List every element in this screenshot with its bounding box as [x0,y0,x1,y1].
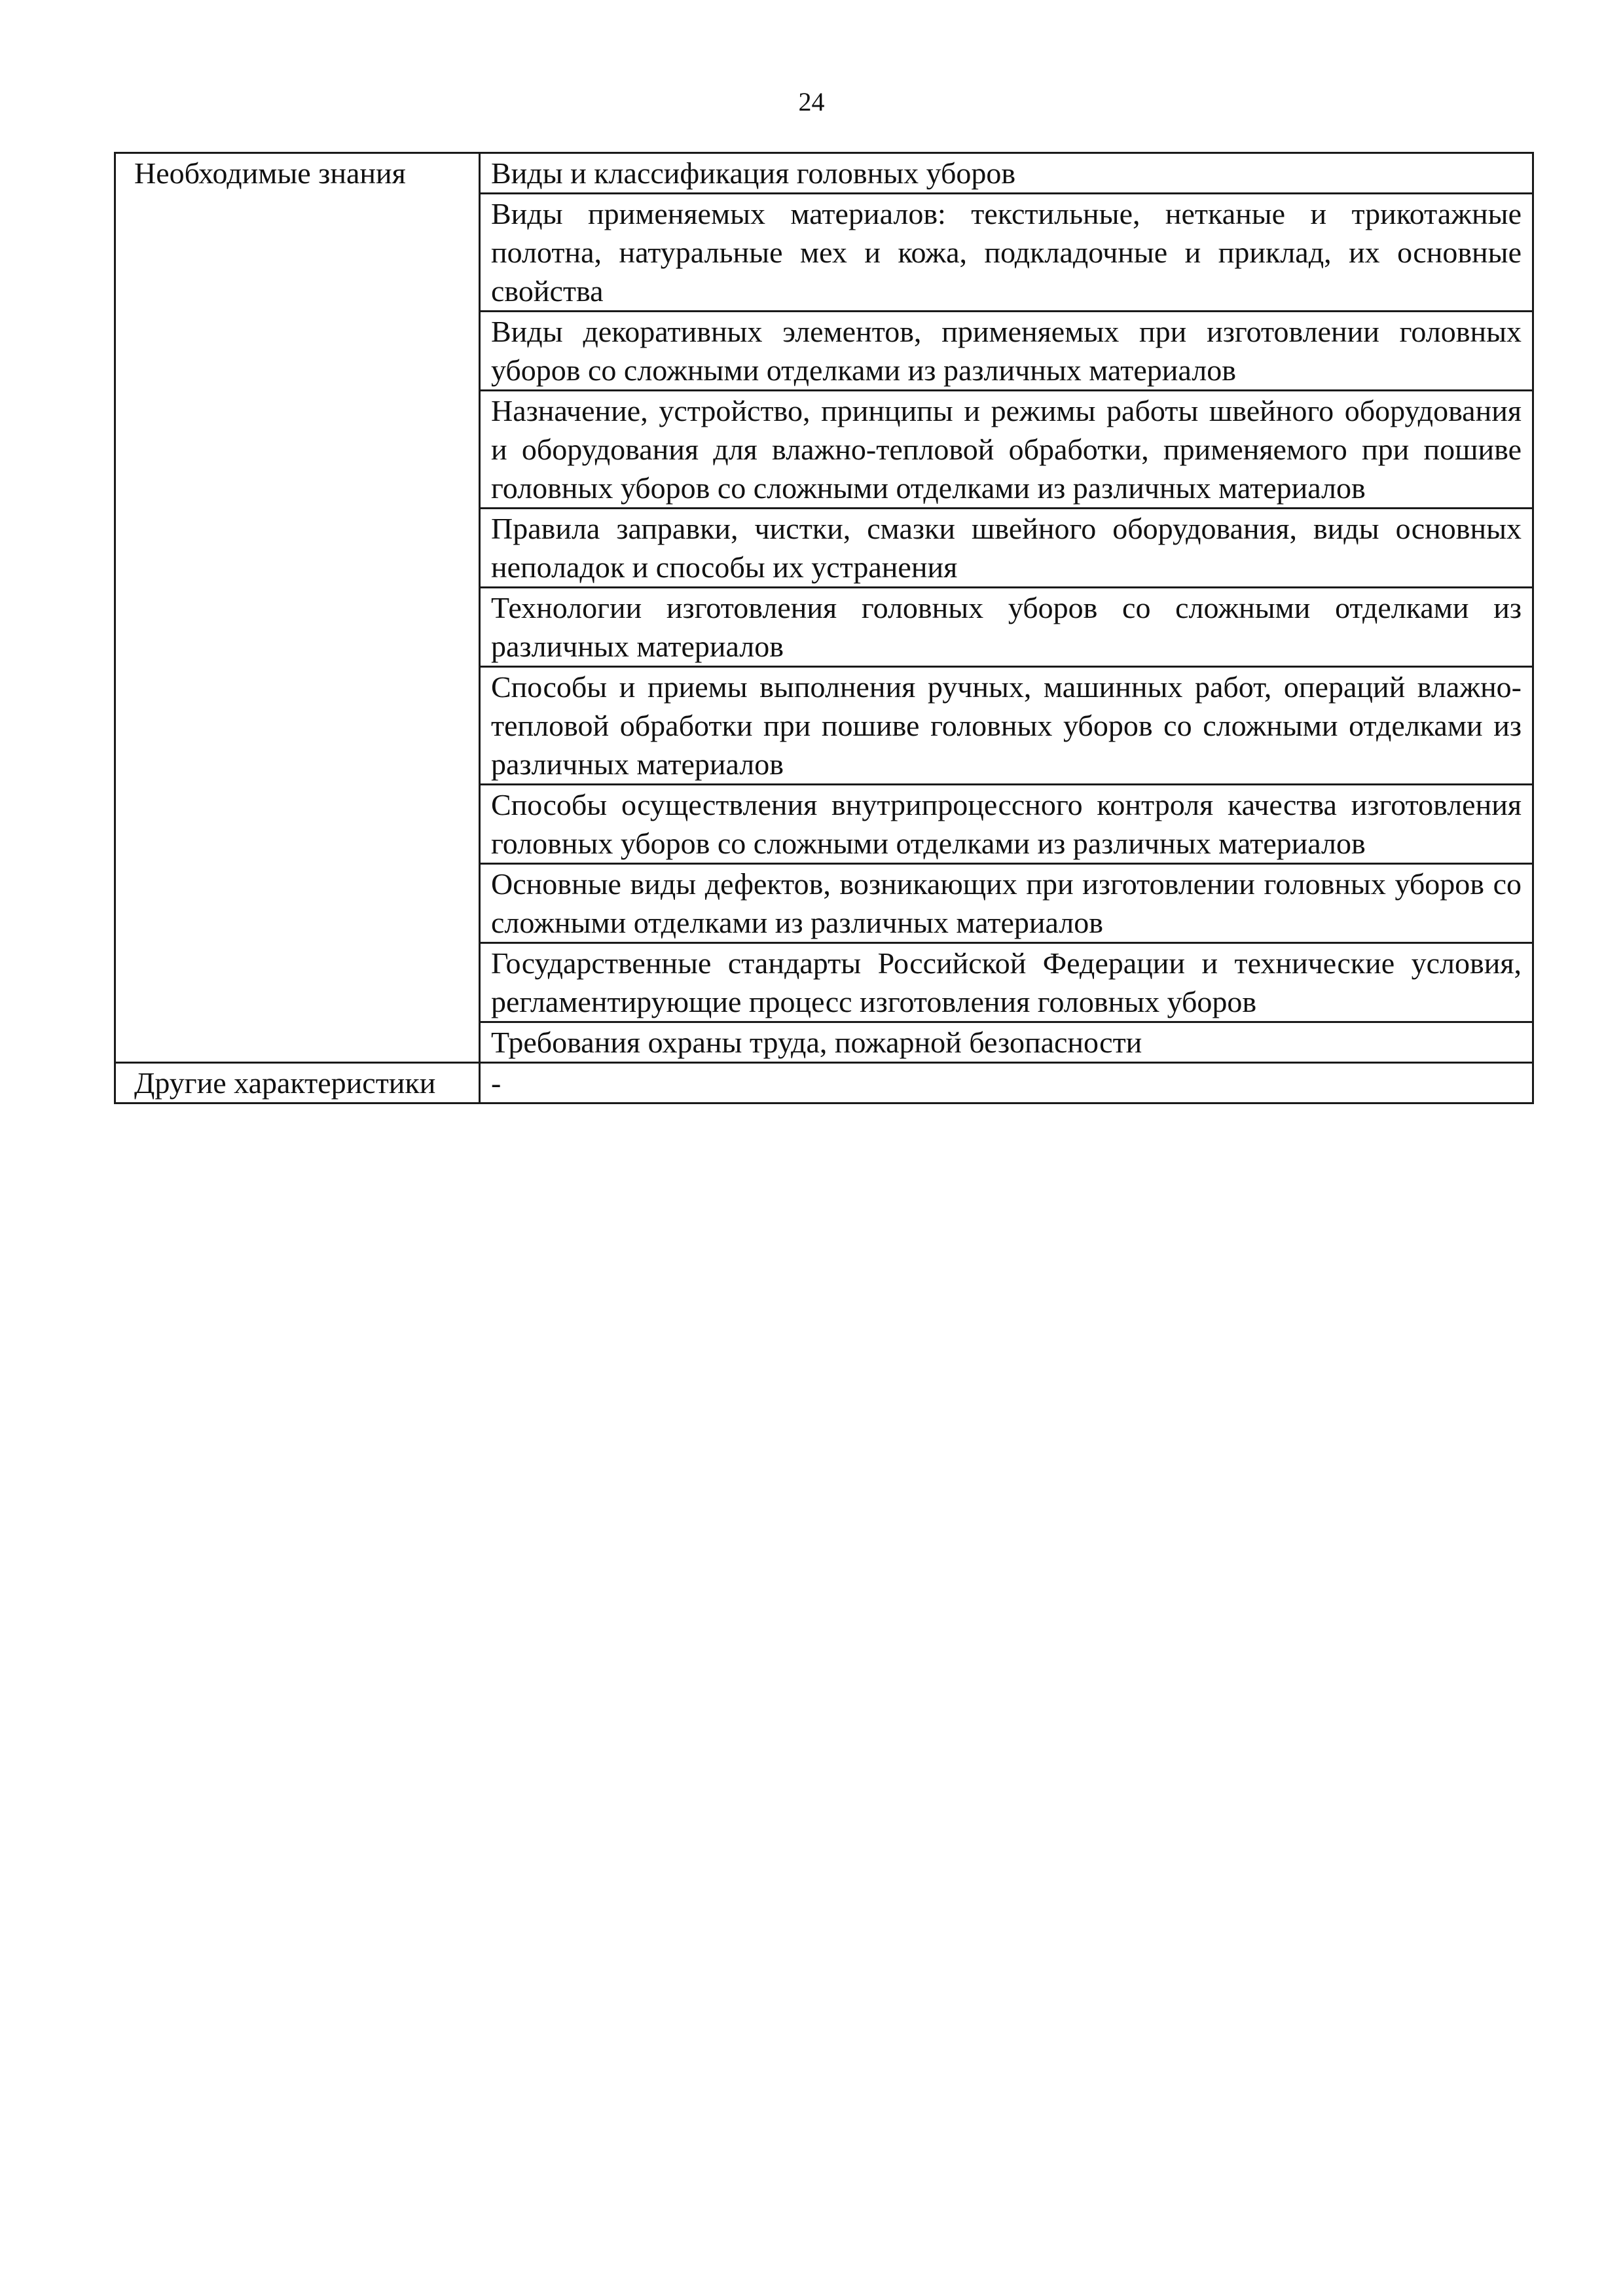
knowledge-item: Виды применяемых материалов: текстильные, нетканые и трикотажные полотна, натуральные мех и кожа, подкладочные и приклад, их основные свойства [480,194,1533,312]
knowledge-item: Требования охраны труда, пожарной безопасности [480,1022,1533,1063]
other-characteristics-value: - [480,1063,1533,1103]
page-number: 24 [798,87,825,117]
knowledge-label: Необходимые знания [134,156,406,190]
knowledge-item: Способы и приемы выполнения ручных, машинных работ, операций влажно-тепловой обработки при пошиве головных уборов со сложными отделками из различных материалов [480,667,1533,785]
knowledge-item: Способы осуществления внутрипроцессного контроля качества изготовления головных уборов со сложными отделками из различных материалов [480,785,1533,864]
knowledge-item: Виды декоративных элементов, применяемых при изготовлении головных уборов со сложными отделками из различных материалов [480,312,1533,391]
knowledge-item: Государственные стандарты Российской Федерации и технические условия, регламентирующие процесс изготовления головных уборов [480,943,1533,1022]
knowledge-item: Виды и классификация головных уборов [480,153,1533,194]
knowledge-item: Правила заправки, чистки, смазки швейного оборудования, виды основных неполадок и способы их устранения [480,509,1533,588]
knowledge-item: Назначение, устройство, принципы и режимы работы швейного оборудования и оборудования для влажно-тепловой обработки, применяемого при пошиве головных уборов со сложными отделками из различных материалов [480,391,1533,509]
knowledge-label-cell [115,153,480,1063]
knowledge-item: Технологии изготовления головных уборов со сложными отделками из различных материалов [480,588,1533,667]
table-row [115,153,1533,194]
knowledge-item: Основные виды дефектов, возникающих при изготовлении головных уборов со сложными отделками из различных материалов [480,864,1533,943]
knowledge-table [114,152,1534,1104]
table-row [115,1063,1533,1103]
other-characteristics-label: Другие характеристики [115,1063,480,1103]
